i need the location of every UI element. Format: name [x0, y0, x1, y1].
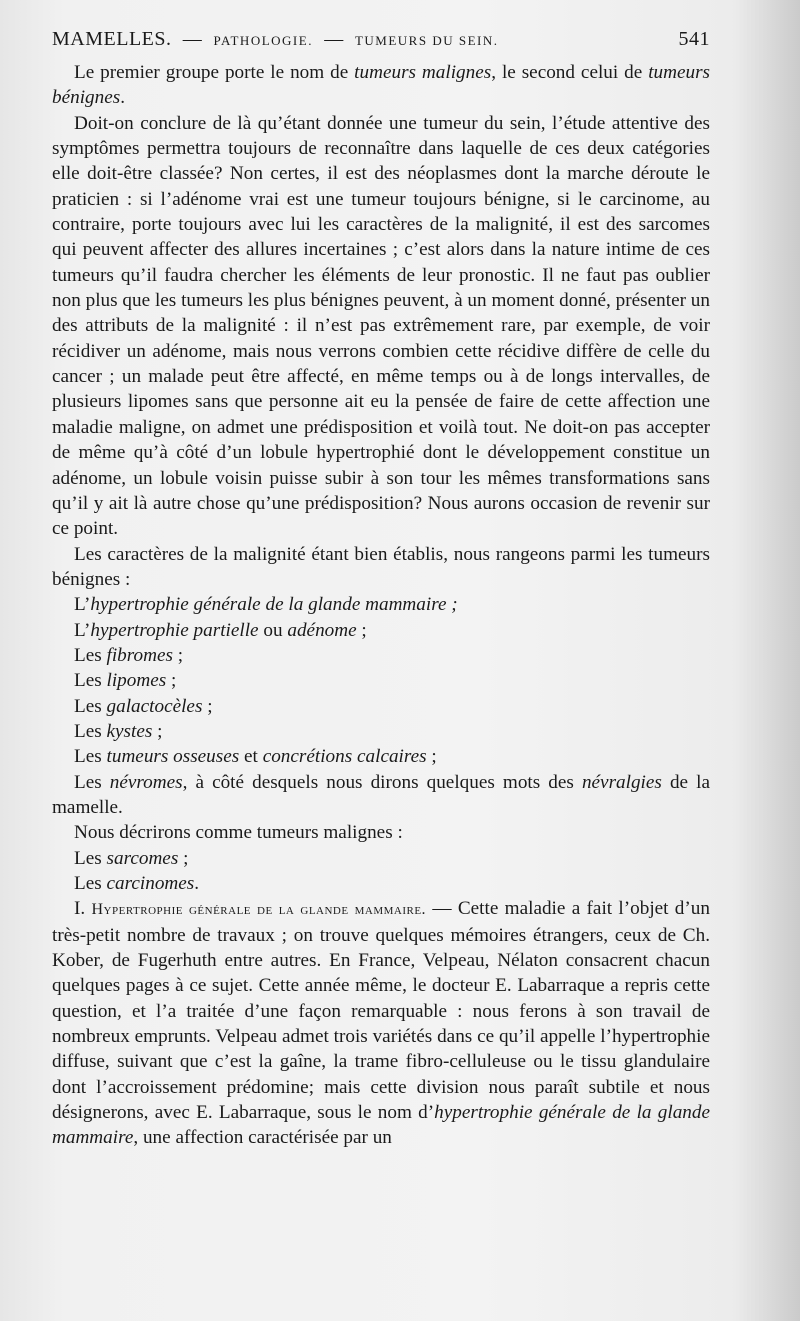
list-item [74, 592, 710, 617]
text-run: ; [202, 695, 213, 717]
italic-term: tumeurs osseuses [106, 746, 240, 768]
malignant-tumor-list [52, 846, 710, 897]
text-run: — Cette maladie a fait l’objet d’un très-petit nombre de travaux ; on trouve quelques mémoires étrangers, ceux de Ch. Kober, de Fugerhuth entre autres. En France, Velpeau, Nélaton consacrent chacun quelques pages à ce sujet. Cette année même, le docteur E. Labarraque a repris cette question, et l’a traitée d’une façon remarquable : nous ferons à son travail de nombreux emprunts. Velpeau admet trois variétés dans ce qu’il appelle l’hypertrophie diffuse, suivant que c’est la gaîne, la trame fibro-celluleuse ou le tissu glandulaire dont l’accroissement prédomine; mais cette division nous paraît subtile et nous désignerons, avec E. Labarraque, sous le nom d’ [52, 898, 710, 1124]
text-run: L’ [74, 619, 91, 641]
italic-term: concrétions calcaires [262, 746, 427, 768]
list-item [74, 871, 710, 896]
text-run: Les [74, 695, 107, 717]
text-run: ; [178, 847, 189, 869]
paragraph-groups [52, 60, 710, 111]
italic-term: hypertrophie générale de la glande mammaire [52, 1102, 710, 1149]
header-subsection: TUMEURS DU SEIN. [354, 33, 499, 48]
section-heading: Hypertrophie générale de la glande mammaire. [91, 901, 427, 919]
italic-term: sarcomes [106, 847, 179, 869]
text-run: ; [152, 720, 163, 742]
italic-term: lipomes [106, 670, 167, 692]
list-item [74, 846, 710, 871]
italic-term: névralgies [581, 771, 662, 793]
italic-term: galactocèles [106, 695, 203, 717]
list-item [74, 643, 710, 668]
page-number: 541 [678, 28, 710, 50]
header-section: PATHOLOGIE. [213, 33, 313, 48]
text-run: Les [74, 644, 107, 666]
header-separator: — [324, 29, 344, 50]
page-edge-shadow [730, 0, 800, 1321]
text-run: Les [74, 771, 110, 793]
list-item [74, 668, 710, 693]
text-run: , une affection caractérisée par un [133, 1127, 392, 1149]
text-run: et [239, 746, 263, 768]
body-text [52, 60, 710, 1151]
paragraph-discussion: Doit-on conclure de là qu’étant donnée une tumeur du sein, l’étude attentive des symptômes permettra toujours de reconnaître dans laquelle de ces deux catégories elle doit-être classée? Non certes, il est des néoplasmes dont la marche déroute le praticien : si l’adénome vrai est une tumeur toujours bénigne, si le carcinome, au contraire, porte toujours avec lui les caractères de la malignité, il est des sarcomes qui peuvent affecter des allures incertaines ; c’est alors dans la nature intime de ces tumeurs qu’il faudra chercher les éléments de leur pronostic. Il ne faut pas oublier non plus que les tumeurs les plus bénignes peuvent, à un moment donné, présenter un des attributs de la malignité : il n’est pas extrêmement rare, par exemple, de voir récidiver un adénome, mais nous verrons combien cette récidive diffère de celle du cancer ; un malade peut être affecté, en même temps ou à de longs intervalles, de plusieurs lipomes sans que personne ait eu la pensée de faire de cette affection une maladie maligne, on admet une prédisposition et voilà tout. Ne doit-on pas accepter de même qu’à côté d’un lobule hypertrophié dont le développement constitue un adénome, un lobule voisin puisse subir à son tour les mêmes transformations sans qu’il y ait là autre chose qu’une prédisposition? Nous aurons occasion de revenir sur ce point. [52, 112, 710, 540]
italic-term: hypertrophie générale de la glande mammaire ; [90, 594, 458, 616]
paragraph-malignant-intro: Nous décrirons comme tumeurs malignes : [74, 822, 403, 844]
benign-tumor-list [52, 592, 710, 769]
text-run: , le second celui de [491, 62, 649, 83]
list-item [74, 719, 710, 744]
header-title-group [52, 28, 499, 51]
italic-term: adénome [287, 619, 357, 641]
text-run: Les [74, 847, 107, 869]
text-run: ; [166, 670, 177, 692]
paragraph-benign-intro: Les caractères de la malignité étant bien établis, nous rangeons parmi les tumeurs bénignes : [52, 543, 710, 590]
text-run: . [194, 873, 200, 894]
running-header [52, 28, 710, 51]
header-separator: — [182, 29, 203, 50]
text-run: Les [74, 873, 107, 894]
italic-term: hypertrophie partielle [90, 619, 259, 641]
text-run: ou [258, 619, 288, 641]
text-run: Les [74, 670, 107, 692]
paragraph-neuromas [52, 770, 710, 821]
text-run: . [120, 87, 126, 109]
text-run: ; [356, 619, 367, 641]
header-title: MAMELLES. [52, 28, 172, 50]
text-run: Le premier groupe porte le nom de [74, 62, 355, 83]
text-run: Les [74, 720, 107, 742]
text-run: de la mamelle. [52, 771, 710, 818]
text-run: , à côté desquels nous dirons quelques mots des [182, 771, 582, 793]
section-number: I. [74, 898, 92, 920]
text-run: Les [74, 746, 107, 768]
italic-term: carcinomes [106, 873, 195, 894]
text-run: ; [426, 746, 437, 768]
italic-term: tumeurs malignes [354, 62, 492, 83]
list-item [74, 618, 710, 643]
italic-term: fibromes [106, 644, 173, 666]
paragraph-hypertrophy [52, 896, 710, 1150]
text-run: L’ [74, 594, 91, 616]
list-item [74, 744, 710, 769]
italic-term: kystes [106, 720, 153, 742]
list-item [74, 694, 710, 719]
italic-term: névromes [109, 771, 183, 793]
text-run: ; [172, 644, 184, 666]
italic-term: tumeurs bénignes [52, 62, 711, 109]
